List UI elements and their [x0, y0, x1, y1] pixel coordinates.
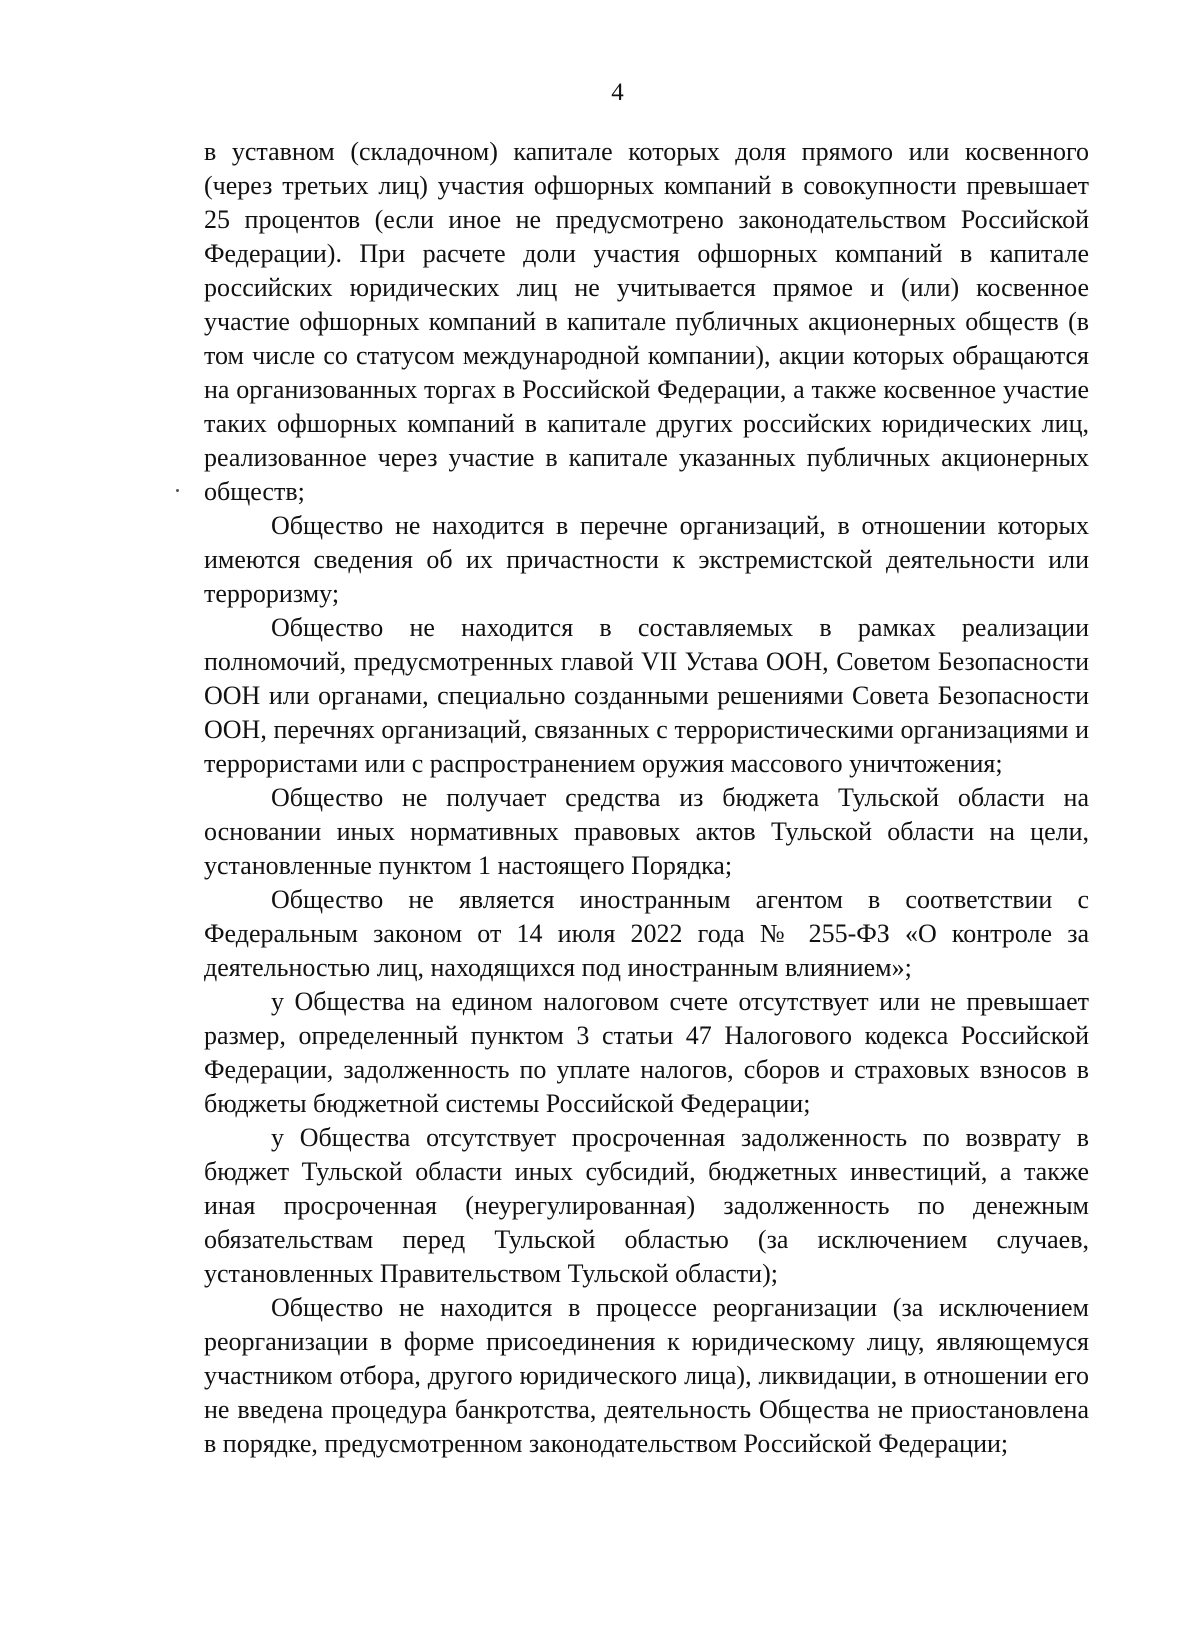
paragraph-other-budget-funds: Общество не получает средства из бюджета Тульской области на основании иных нормативных правовых актов Тульской области на цели, установленные пунктом 1 настоящего Порядка; [204, 783, 1089, 880]
paragraph-tax-debt: у Общества на едином налоговом счете отсутствует или не превышает размер, определенный пунктом 3 статьи 47 Налогового кодекса Российской Федерации, задолженность по уплате налогов, сборов и страховых взносов в бюджеты бюджетной системы Российской Федерации; [204, 987, 1089, 1118]
paragraph-extremism-list: Общество не находится в перечне организаций, в отношении которых имеются сведения об их причастности к экстремистской деятельности или терроризму; [204, 511, 1089, 608]
paragraph-offshore-participation: в уставном (складочном) капитале которых доля прямого или косвенного (через третьих лиц) участия офшорных компаний в совокупности превышает 25 процентов (если иное не предусмотрено законодательством Российской Федерации). При расчете доли участия офшорных компаний в капитале российских юридических лиц не учитывается прямое и (или) косвенное участие офшорных компаний в капитале публичных акционерных обществ (в том числе со статусом международной компании), акции которых обращаются на организованных торгах в Российской Федерации, а также косвенное участие таких офшорных компаний в капитале других российских юридических лиц, реализованное через участие в капитале указанных публичных акционерных обществ; [204, 137, 1089, 506]
scan-artifact-dot [176, 489, 179, 492]
paragraph-un-sanctions-list: Общество не находится в составляемых в рамках реализации полномочий, предусмотренных главой VII Устава ООН, Советом Безопасности ООН или органами, специально созданными решениями Совета Безопасности ООН, перечнях организаций, связанных с террористическими организациями и террористами или с распространением оружия массового уничтожения; [204, 613, 1089, 778]
paragraph-overdue-debt: у Общества отсутствует просроченная задолженность по возврату в бюджет Тульской области иных субсидий, бюджетных инвестиций, а также иная просроченная (неурегулированная) задолженность по денежным обязательствам перед Тульской областью (за исключением случаев, установленных Правительством Тульской области); [204, 1123, 1089, 1288]
document-body [204, 135, 1089, 1461]
paragraph-reorganization-status: Общество не находится в процессе реорганизации (за исключением реорганизации в форме присоединения к юридическому лицу, являющемуся участником отбора, другого юридического лица), ликвидации, в отношении его не введена процедура банкротства, деятельность Общества не приостановлена в порядке, предусмотренном законодательством Российской Федерации; [204, 1293, 1089, 1458]
paragraph-foreign-agent: Общество не является иностранным агентом в соответствии с Федеральным законом от 14 июля 2022 года № 255-ФЗ «О контроле за деятельностью лиц, находящихся под иностранным влиянием»; [204, 885, 1089, 982]
page-number: 4 [611, 79, 624, 106]
